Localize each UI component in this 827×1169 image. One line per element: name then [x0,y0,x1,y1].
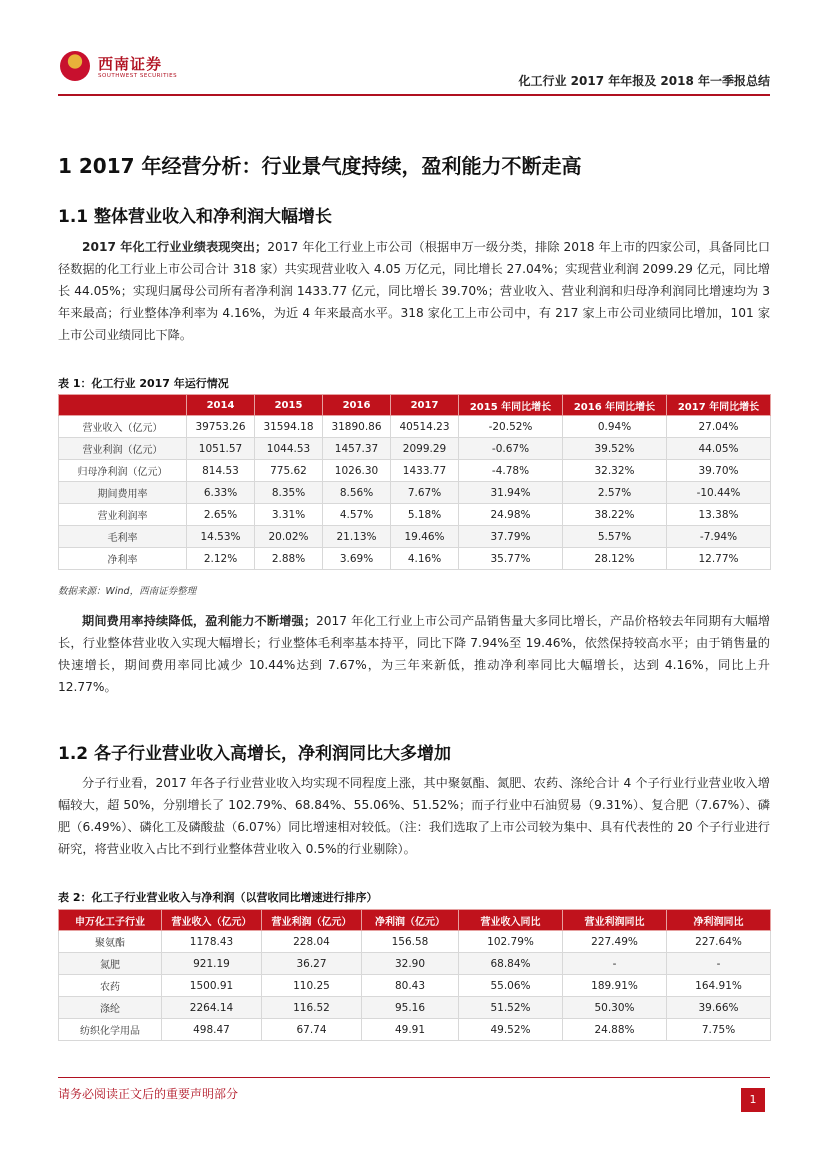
table-cell: 6.33% [187,482,255,504]
header-divider [58,94,770,96]
table-cell: - [667,953,771,975]
table-cell: 0.94% [563,416,667,438]
table-cell: 4.57% [323,504,391,526]
table-cell: 3.31% [255,504,323,526]
table-cell: 2264.14 [162,997,262,1019]
table-1-row [59,548,771,570]
table-cell: 50.30% [563,997,667,1019]
logo-emblem-icon [60,51,90,81]
row-label-cell: 氮肥 [59,953,162,975]
table-cell: 227.49% [563,931,667,953]
table-cell: 8.56% [323,482,391,504]
paragraph-body: 2017 年化工行业上市公司（根据申万一级分类，排除 2018 年上市的四家公司，具备同比口径数据的化工行业上市公司合计 318 家）共实现营业收入 4.05 万亿元，同比增长 27.04%；实现营业利润 2099.29 亿元，同比增长 44.05%；实现归属母公司所有者净利润 1433.77 亿元，同比增长 39.70%；营业收入、营业利润和归母净利润同比增速均为 3 年来最高；行业整体净利率为 4.16%，为近 4 年来最高水平。318 家化工上市公司中，有 217 家上市公司业绩同比增加，101 家上市公司业绩同比下降。 [58,240,771,342]
table-cell: 921.19 [162,953,262,975]
table-2-header-cell: 营业利润同比 [563,910,667,931]
table-cell: 1051.57 [187,438,255,460]
table-cell: 7.67% [391,482,459,504]
table-cell: 55.06% [459,975,563,997]
table-2-row [59,953,771,975]
table-cell: 19.46% [391,526,459,548]
table-1-header-cell: 2015 年同比增长 [459,395,563,416]
table-1-row [59,482,771,504]
row-label-cell: 期间费用率 [59,482,187,504]
table-cell: 1433.77 [391,460,459,482]
table-cell: 31.94% [459,482,563,504]
table-cell: 80.43 [362,975,459,997]
table-cell: 5.18% [391,504,459,526]
table-cell: 2.12% [187,548,255,570]
table-2-header-row [59,910,771,931]
table-cell: 38.22% [563,504,667,526]
table-cell: 164.91% [667,975,771,997]
row-label-cell: 涤纶 [59,997,162,1019]
paragraph-lead: 2017 年化工行业业绩表现突出； [82,240,268,254]
table-cell: 49.52% [459,1019,563,1041]
page-header [58,46,770,98]
table-2-header-cell: 营业收入（亿元） [162,910,262,931]
row-label-cell: 营业利润（亿元） [59,438,187,460]
table-cell: 4.16% [391,548,459,570]
row-label-cell: 营业利润率 [59,504,187,526]
table-cell: 5.57% [563,526,667,548]
logo-en-text: SOUTHWEST SECURITIES [98,73,178,79]
table-cell: 228.04 [262,931,362,953]
table-2-header-cell: 申万化工子行业 [59,910,162,931]
table-1-row [59,438,771,460]
section-1-heading: 1 2017 年经营分析：行业景气度持续，盈利能力不断走高 [58,154,582,178]
report-title: 化工行业 2017 年年报及 2018 年一季报总结 [518,74,770,88]
table-1-header-cell: 2015 [255,395,323,416]
table-cell: 28.12% [563,548,667,570]
table-cell: -0.67% [459,438,563,460]
table-cell: 3.69% [323,548,391,570]
footer-divider [58,1077,770,1078]
table-cell: 775.62 [255,460,323,482]
table-cell: 14.53% [187,526,255,548]
table-1-row [59,526,771,548]
table-cell: 68.84% [459,953,563,975]
section-1-1-paragraph [58,236,770,346]
table-cell: 39.70% [667,460,771,482]
table-cell: -7.94% [667,526,771,548]
table-1 [58,394,771,570]
table-1-header-cell: 2017 年同比增长 [667,395,771,416]
row-label-cell: 营业收入（亿元） [59,416,187,438]
table-cell: 1500.91 [162,975,262,997]
table-cell: 1178.43 [162,931,262,953]
table-cell: 21.13% [323,526,391,548]
table-cell: 227.64% [667,931,771,953]
section-1-2-heading: 1.2 各子行业营业收入高增长，净利润同比大多增加 [58,744,452,764]
row-label-cell: 净利率 [59,548,187,570]
table-cell: 20.02% [255,526,323,548]
table-cell: 1026.30 [323,460,391,482]
table-1-caption: 表 1：化工行业 2017 年运行情况 [58,377,229,390]
table-2-row [59,975,771,997]
row-label-cell: 农药 [59,975,162,997]
table-cell: 27.04% [667,416,771,438]
row-label-cell: 毛利率 [59,526,187,548]
table-cell: 24.88% [563,1019,667,1041]
table-1-header-cell [59,395,187,416]
page-number: 1 [741,1088,765,1112]
table-1-row [59,460,771,482]
table-cell: -10.44% [667,482,771,504]
table-2-header-cell: 营业收入同比 [459,910,563,931]
table-cell: 7.75% [667,1019,771,1041]
table-cell: 13.38% [667,504,771,526]
table-cell: 2.65% [187,504,255,526]
table-cell: 156.58 [362,931,459,953]
table-cell: 12.77% [667,548,771,570]
table-2-header-cell: 净利润同比 [667,910,771,931]
table-cell: 36.27 [262,953,362,975]
table-cell: 498.47 [162,1019,262,1041]
table-cell: 39753.26 [187,416,255,438]
table-1-row [59,504,771,526]
table-1-header-cell: 2014 [187,395,255,416]
table-cell: 67.74 [262,1019,362,1041]
section-1-1-heading: 1.1 整体营业收入和净利润大幅增长 [58,207,333,227]
table-1-source: 数据来源：Wind，西南证券整理 [58,586,197,597]
table-cell: 814.53 [187,460,255,482]
table-cell: 49.91 [362,1019,459,1041]
table-cell: 35.77% [459,548,563,570]
table-2-row [59,931,771,953]
table-cell: 39.66% [667,997,771,1019]
table-1-header-cell: 2017 [391,395,459,416]
table-cell: 51.52% [459,997,563,1019]
company-logo [58,46,198,86]
table-cell: 44.05% [667,438,771,460]
table-cell: -4.78% [459,460,563,482]
table-1-row [59,416,771,438]
table-cell: 40514.23 [391,416,459,438]
table-2-header-cell: 营业利润（亿元） [262,910,362,931]
row-label-cell: 归母净利润（亿元） [59,460,187,482]
table-cell: 110.25 [262,975,362,997]
table-2-row [59,1019,771,1041]
paragraph-body: 2017 年化工行业上市公司产品销售量大多同比增长，产品价格较去年同期有大幅增长，行业整体营业收入实现大幅增长；行业整体毛利率基本持平，同比下降 7.94%至 19.46%，依然保持较高水平；由于销售量的快速增长，期间费用率同比减少 10.44%达到 7.67%，为三年来新低，推动净利率同比大幅增长，达到 4.16%，同比上升 12.77%。 [58,614,771,694]
table-cell: 2.57% [563,482,667,504]
table-cell: 39.52% [563,438,667,460]
table-cell: 31594.18 [255,416,323,438]
table-cell: 189.91% [563,975,667,997]
row-label-cell: 纺织化学用品 [59,1019,162,1041]
table-cell: 1044.53 [255,438,323,460]
table-cell: 2099.29 [391,438,459,460]
table-cell: 102.79% [459,931,563,953]
table-2 [58,909,771,1041]
row-label-cell: 聚氨酯 [59,931,162,953]
table-1-header-cell: 2016 年同比增长 [563,395,667,416]
table-cell: 116.52 [262,997,362,1019]
disclaimer-note: 请务必阅读正文后的重要声明部分 [58,1087,239,1101]
table-cell: 32.90 [362,953,459,975]
table-cell: 32.32% [563,460,667,482]
table-cell: 31890.86 [323,416,391,438]
table-cell: 1457.37 [323,438,391,460]
paragraph-lead: 期间费用率持续降低，盈利能力不断增强； [82,614,317,628]
logo-cn-text: 西南证券 [98,55,163,73]
table-cell: 2.88% [255,548,323,570]
table-cell: - [563,953,667,975]
table-2-row [59,997,771,1019]
table-2-caption: 表 2：化工子行业营业收入与净利润（以营收同比增速进行排序） [58,891,378,904]
table-cell: 95.16 [362,997,459,1019]
table-cell: -20.52% [459,416,563,438]
table-2-header-cell: 净利润（亿元） [362,910,459,931]
table-1-header-cell: 2016 [323,395,391,416]
table-cell: 24.98% [459,504,563,526]
table-cell: 8.35% [255,482,323,504]
section-1-2-paragraph: 分子行业看，2017 年各子行业营业收入均实现不同程度上涨，其中聚氨酯、氮肥、农药、涤纶合计 4 个子行业行业营业收入增幅较大，超 50%，分别增长了 102.79%、68.84%、55.06%、51.52%；而子行业中石油贸易（9.31%）、复合肥（7.67%）、磷肥（6.49%）、磷化工及磷酸盐（6.07%）同比增速相对较低。（注：我们选取了上市公司较为集中、具有代表性的 20 个子行业进行研究，将营业收入占比不到行业整体营业收入 0.5%的行业剔除）。 [58,776,770,856]
paragraph-expense-ratio [58,610,770,698]
table-cell: 37.79% [459,526,563,548]
table-1-header-row [59,395,771,416]
